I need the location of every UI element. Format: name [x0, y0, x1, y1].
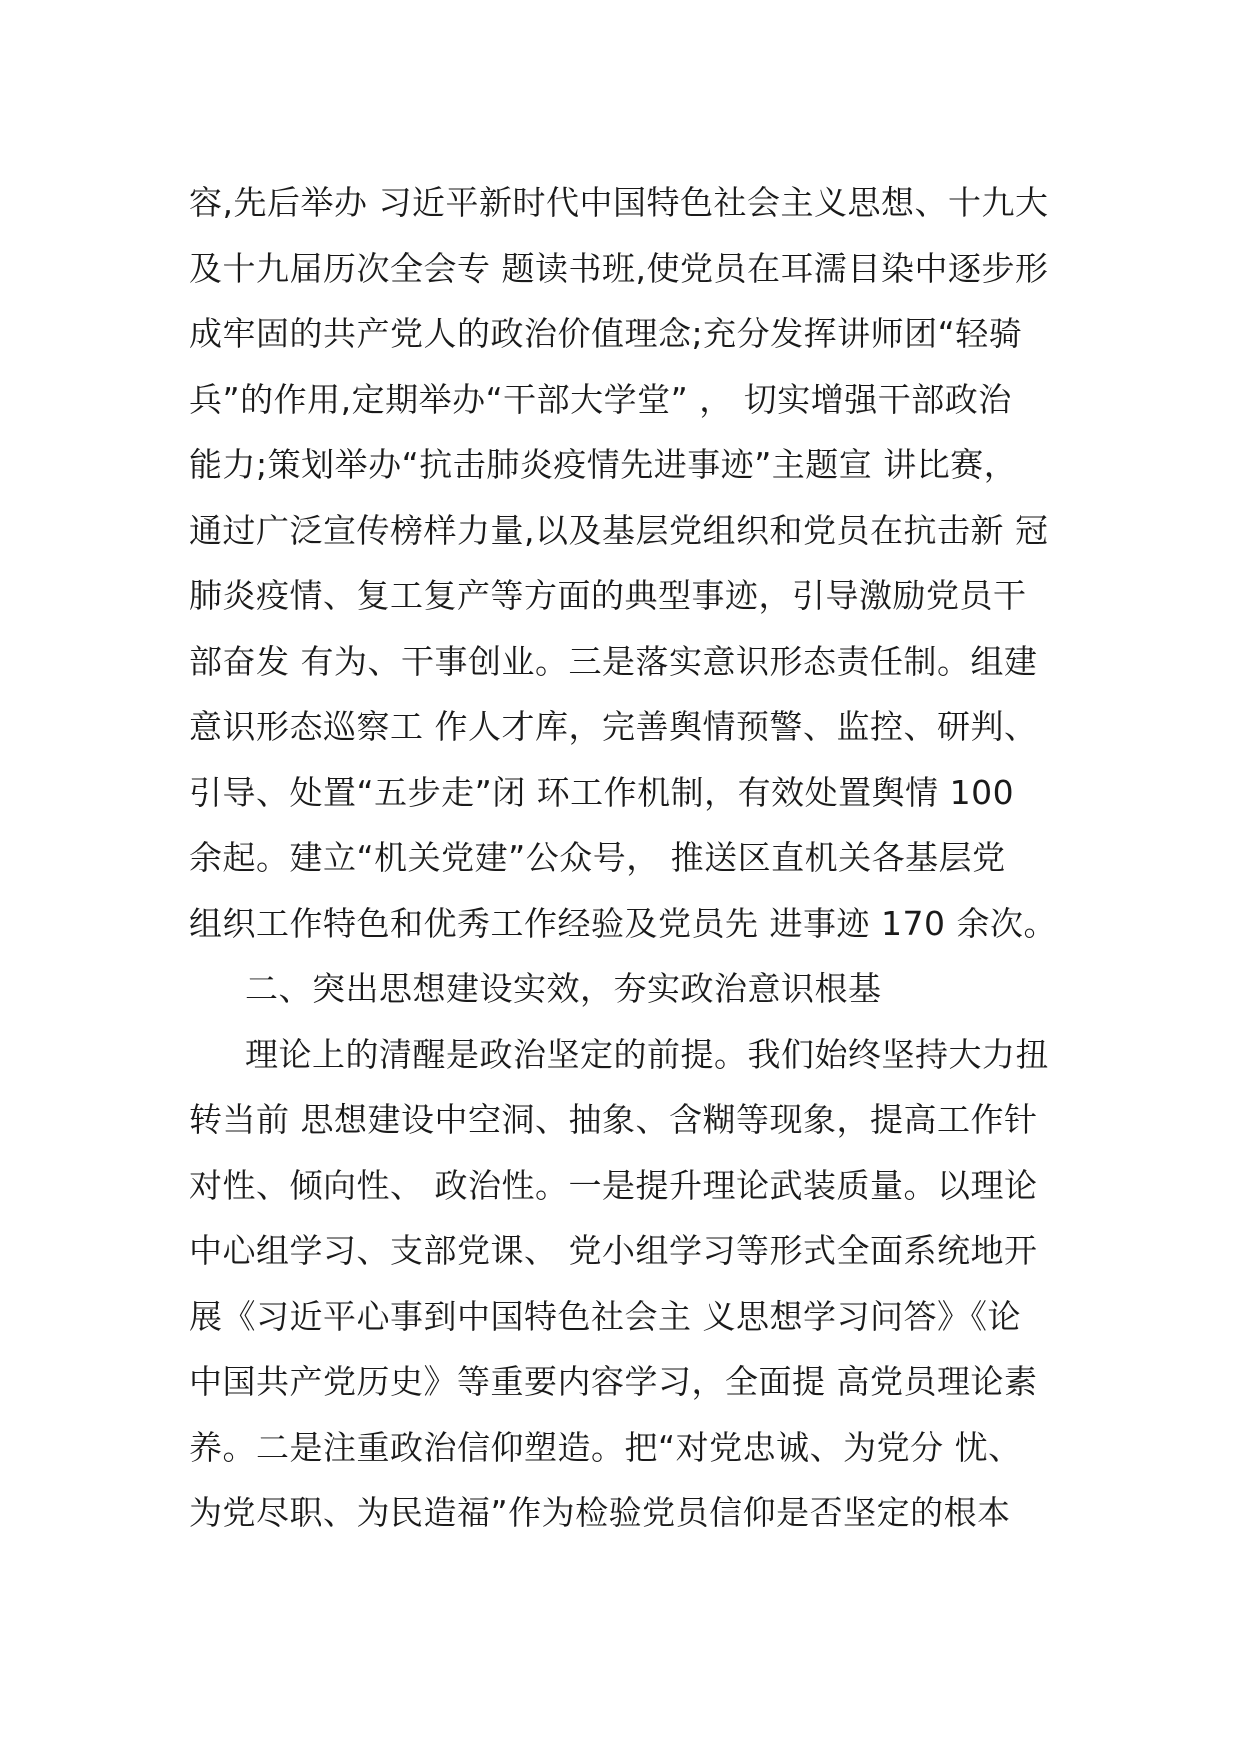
- paragraph-line: 容,先后举办 习近平新时代中国特色社会主义思想、十九大: [189, 183, 1049, 222]
- paragraph-line: 引导、处置“五步走”闭 环工作机制，有效处置舆情 100: [189, 772, 1015, 812]
- paragraph-line: 通过广泛宣传榜样力量,以及基层党组织和党员在抗击新 冠: [189, 510, 1049, 550]
- paragraph-line: 为党尽职、为民造福”作为检验党员信仰是否坚定的根本: [189, 1493, 1011, 1532]
- section-heading: 二、突出思想建设实效，夯实政治意识根基: [245, 969, 882, 1008]
- paragraph-line: 意识形态巡察工 作人才库，完善舆情预警、监控、研判、: [189, 707, 1038, 746]
- paragraph-line: 展《习近平心事到中国特色社会主 义思想学习问答》《论: [189, 1296, 1021, 1336]
- paragraph-line: 能力;策划举办“抗击肺炎疫情先进事迹”主题宣 讲比赛，: [189, 445, 1018, 484]
- paragraph-line: 理论上的清醒是政治坚定的前提。我们始终坚持大力扭: [245, 1034, 1049, 1074]
- paragraph-line: 转当前 思想建设中空洞、抽象、含糊等现象，提高工作针: [189, 1100, 1038, 1139]
- paragraph-line: 对性、倾向性、 政治性。一是提升理论武装质量。以理论: [189, 1165, 1038, 1205]
- paragraph-line: 肺炎疫情、复工复产等方面的典型事迹，引导激励党员干: [189, 576, 1027, 615]
- paragraph-line: 养。二是注重政治信仰塑造。把“对党忠诚、为党分 忧、: [189, 1427, 1022, 1467]
- paragraph-line: 中国共产党历史》等重要内容学习，全面提 高党员理论素: [189, 1362, 1038, 1401]
- paragraph-line: 及十九届历次全会专 题读书班,使党员在耳濡目染中逐步形: [189, 248, 1049, 288]
- paragraph-line: 兵”的作用,定期举办“干部大学堂” ， 切实增强干部政治: [189, 379, 1012, 419]
- paragraph-line: 余起。建立“机关党建”公众号， 推送区直机关各基层党: [189, 838, 1006, 877]
- continuation-paragraph: [189, 170, 1069, 956]
- paragraph-line: 部奋发 有为、干事创业。三是落实意识形态责任制。组建: [189, 641, 1038, 681]
- document-body: [189, 170, 1069, 1546]
- paragraph-line: 组织工作特色和优秀工作经验及党员先 进事迹 170 余次。: [189, 903, 1057, 943]
- paragraph-line: 成牢固的共产党人的政治价值理念;充分发挥讲师团“轻骑: [189, 314, 1023, 353]
- body-paragraph: [189, 1022, 1069, 1546]
- paragraph-line: 中心组学习、支部党课、 党小组学习等形式全面系统地开: [189, 1231, 1038, 1270]
